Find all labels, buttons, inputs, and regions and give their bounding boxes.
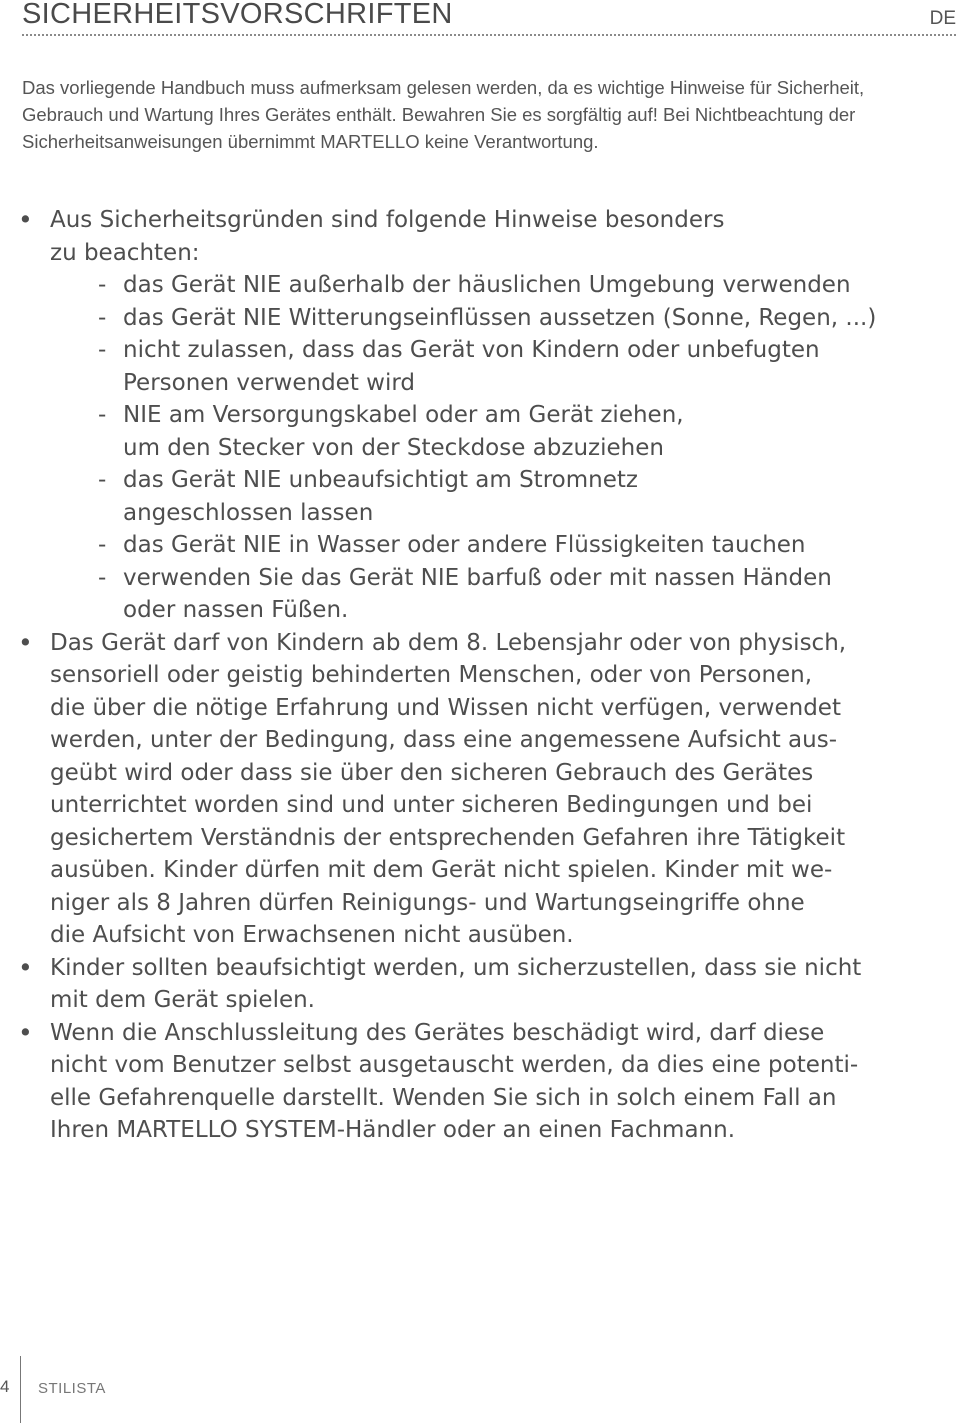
text-line: die über die nötige Erfahrung und Wissen nicht verfügen, verwendet <box>50 694 841 721</box>
text-line: ausüben. Kinder dürfen mit dem Gerät nicht spielen. Kinder mit we- <box>50 857 833 883</box>
intro-paragraph <box>22 74 932 155</box>
text-line: elle Gefahrenquelle darstellt. Wenden Sie sich in solch einem Fall an <box>50 1084 837 1111</box>
text-line: zu beachten: <box>50 239 200 266</box>
list-item <box>50 334 956 399</box>
text-line: • Kinder sollten beaufsichtigt werden, um sicherzustellen, dass sie nicht <box>50 954 862 981</box>
list-item <box>50 562 956 627</box>
text-line: Ihren MARTELLO SYSTEM-Händler oder an einen Fachmann. <box>50 1117 736 1143</box>
list-item <box>50 302 956 335</box>
prohibition-list <box>50 269 956 627</box>
list-item <box>50 464 956 529</box>
page-title: SICHERHEITSVORSCHRIFTEN <box>22 0 453 30</box>
text-line: • Das Gerät darf von Kindern ab dem 8. Lebensjahr oder von physisch, <box>50 629 847 656</box>
text-line: mit dem Gerät spielen. <box>50 987 315 1013</box>
safety-instructions <box>50 204 956 1147</box>
text-line: Personen verwendet wird <box>123 369 416 396</box>
safety-bullet-general <box>50 204 956 627</box>
text-line: geübt wird oder dass sie über den sicheren Gebrauch des Gerätes <box>50 759 814 786</box>
text-line: • Wenn die Anschlussleitung des Gerätes beschädigt wird, darf diese <box>50 1019 825 1046</box>
text-line: die Aufsicht von Erwachsenen nicht ausüben. <box>50 922 574 948</box>
safety-bullet-power-cord <box>50 1017 956 1147</box>
page-number: 4 <box>0 1377 10 1396</box>
text-line: gesichertem Verständnis der entsprechenden Gefahren ihre Tätigkeit <box>50 824 846 851</box>
safety-bullet-children-usage <box>50 627 956 952</box>
intro-line: Gebrauch und Wartung Ihres Gerätes enthält. Bewahren Sie es sorgfältig auf! Bei Nichtbeachtung der <box>22 104 856 125</box>
page-header <box>22 0 956 36</box>
text-line: nicht vom Benutzer selbst ausgetauscht werden, da dies eine potenti- <box>50 1052 859 1078</box>
list-item <box>50 529 956 562</box>
footer-brand: STILISTA <box>38 1380 106 1397</box>
list-item <box>50 399 956 464</box>
text-line: werden, unter der Bedingung, dass eine angemessene Aufsicht aus- <box>50 727 838 753</box>
text-line: um den Stecker von der Steckdose abzuziehen <box>123 434 664 461</box>
text-line: angeschlossen lassen <box>123 499 374 526</box>
text-line: oder nassen Füßen. <box>123 597 349 623</box>
safety-bullet-supervision <box>50 952 956 1017</box>
text-line: - das Gerät NIE in Wasser oder andere Flüssigkeiten tauchen <box>123 532 806 558</box>
text-line: - verwenden Sie das Gerät NIE barfuß oder mit nassen Händen <box>123 564 832 591</box>
text-line: • Aus Sicherheitsgründen sind folgende Hinweise besonders <box>50 207 725 233</box>
text-line: sensoriell oder geistig behinderten Menschen, oder von Personen, <box>50 662 813 688</box>
text-line: unterrichtet worden sind und unter sicheren Bedingungen und bei <box>50 792 813 818</box>
footer-divider <box>20 1356 21 1423</box>
text-line: - das Gerät NIE Witterungseinflüssen aussetzen (Sonne, Regen, ...) <box>123 304 877 331</box>
text-line: - nicht zulassen, dass das Gerät von Kindern oder unbefugten <box>123 337 820 363</box>
intro-line: Das vorliegende Handbuch muss aufmerksam gelesen werden, da es wichtige Hinweise für Sicherheit, <box>22 77 865 98</box>
intro-line: Sicherheitsanweisungen übernimmt MARTELLO keine Verantwortung. <box>22 131 599 152</box>
list-item <box>50 269 956 302</box>
text-line: - das Gerät NIE unbeaufsichtigt am Stromnetz <box>123 467 638 493</box>
text-line: - NIE am Versorgungskabel oder am Gerät ziehen, <box>123 402 684 428</box>
language-code: DE <box>929 8 956 29</box>
text-line: - das Gerät NIE außerhalb der häuslichen Umgebung verwenden <box>123 272 851 298</box>
text-line: niger als 8 Jahren dürfen Reinigungs- und Wartungseingriffe ohne <box>50 889 805 916</box>
